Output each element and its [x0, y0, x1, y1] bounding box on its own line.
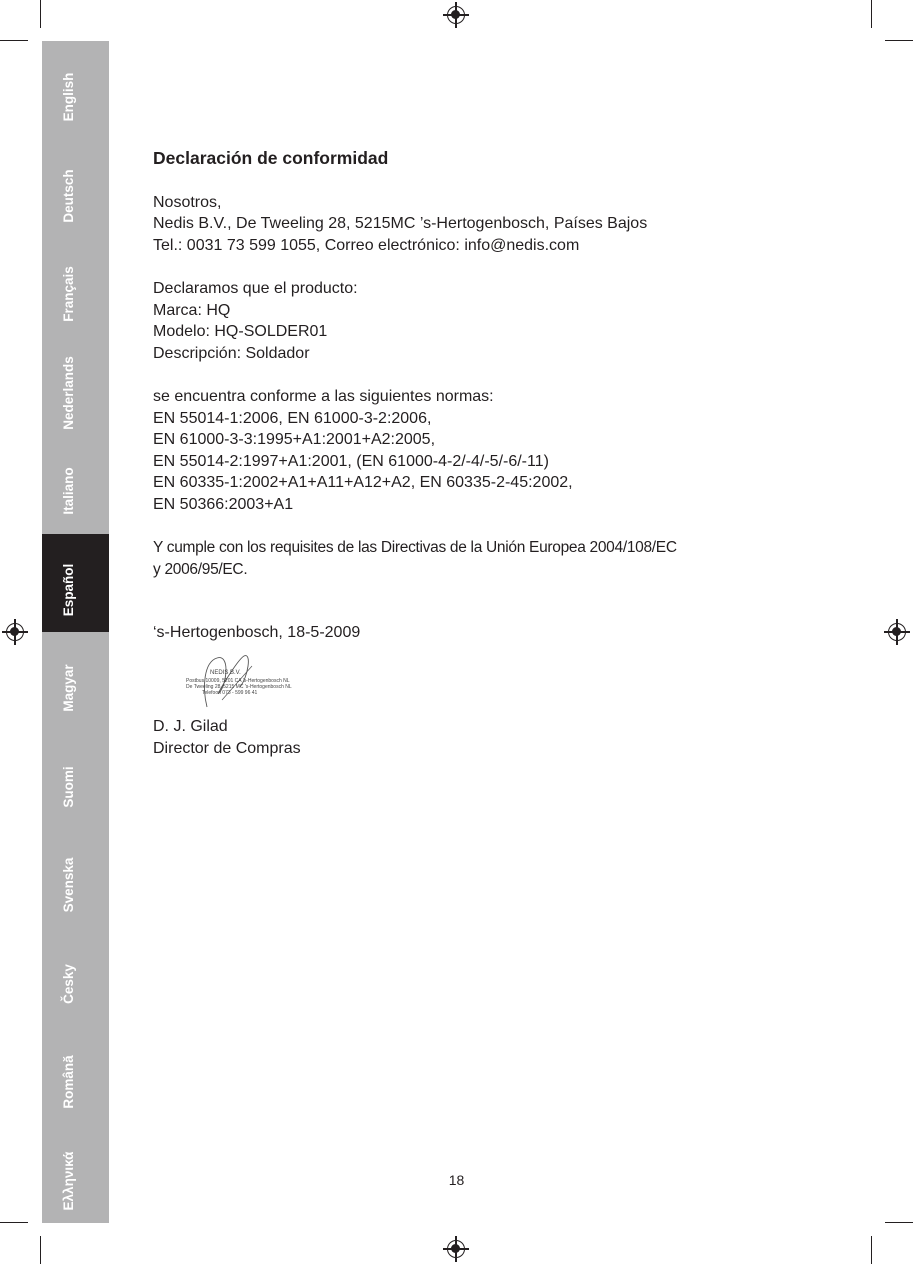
stamp-line: De Tweeling 28, 5215 MC 's-Hertogenbosch NL — [186, 684, 292, 690]
tab-label: English — [61, 72, 76, 122]
tab-label: Deutsch — [61, 168, 76, 223]
product-block — [153, 278, 793, 364]
crop-mark — [0, 1222, 28, 1223]
standards-block — [153, 386, 793, 515]
text-line: Nosotros, — [153, 193, 222, 211]
registration-mark-icon — [447, 1240, 465, 1258]
text-line: Nedis B.V., De Tweeling 28, 5215MC ’s-Hertogenbosch, Países Bajos — [153, 215, 648, 232]
tab-svenska[interactable] — [42, 829, 109, 928]
tab-nederlands[interactable] — [42, 337, 109, 436]
tab-label: Magyar — [61, 664, 76, 712]
tab-label: Français — [61, 266, 76, 322]
tab-label: Česky — [61, 963, 76, 1004]
crop-mark — [885, 40, 913, 41]
crop-mark — [40, 1236, 41, 1264]
signer-title: Director de Compras — [153, 739, 301, 757]
signer-block — [153, 716, 301, 759]
text-line: y 2006/95/EC. — [153, 560, 248, 578]
place-date: ‘s-Hertogenbosch, 18-5-2009 — [153, 624, 361, 641]
tab-label: Ελληνικά — [61, 1151, 76, 1210]
page-number: 18 — [448, 1172, 465, 1188]
tab-english[interactable] — [42, 41, 109, 140]
page-title: Declaración de conformidad — [153, 148, 389, 168]
crop-mark — [40, 0, 41, 28]
text-line: Modelo: HQ-SOLDER01 — [153, 323, 328, 340]
text-line: EN 55014-1:2006, EN 61000-3-2:2006, — [153, 409, 432, 427]
tab-romana[interactable] — [42, 1026, 109, 1125]
stamp-line: Telefoon 073 - 599 96 41 — [202, 690, 258, 696]
tab-espanol[interactable] — [42, 534, 109, 633]
registration-mark-icon — [6, 623, 24, 641]
tab-label: Română — [61, 1055, 76, 1109]
registration-mark-icon — [447, 6, 465, 24]
registration-mark-icon — [888, 623, 906, 641]
language-tabs — [42, 41, 109, 1223]
tab-label: Nederlands — [61, 355, 76, 430]
directives-block — [153, 537, 793, 580]
tab-cesky[interactable] — [42, 928, 109, 1027]
signature-stamp — [182, 652, 292, 712]
tab-magyar[interactable] — [42, 632, 109, 731]
text-line: EN 55014-2:1997+A1:2001, (EN 61000-4-2/-4/-5/-6/-11) — [153, 452, 549, 470]
tab-label: Svenska — [61, 857, 76, 913]
text-line: Tel.: 0031 73 599 1055, Correo electrónico: info@nedis.com — [153, 236, 580, 254]
text-line: EN 50366:2003+A1 — [153, 495, 294, 513]
text-line: EN 60335-1:2002+A1+A11+A12+A2, EN 60335-2-45:2002, — [153, 474, 573, 491]
crop-mark — [871, 0, 872, 28]
crop-mark — [885, 1222, 913, 1223]
tab-suomi[interactable] — [42, 731, 109, 830]
text-line: Marca: HQ — [153, 301, 231, 319]
text-line: EN 61000-3-3:1995+A1:2001+A2:2005, — [153, 431, 436, 448]
tab-label: Italiano — [61, 467, 76, 515]
stamp-line: NEDIS B.V. — [210, 670, 241, 676]
text-line: Y cumple con los requisites de las Directivas de la Unión Europea 2004/108/EC — [153, 539, 677, 556]
signer-name: D. J. Gilad — [153, 718, 228, 735]
tab-label: Español — [61, 563, 76, 616]
tab-francais[interactable] — [42, 238, 109, 337]
text-line: se encuentra conforme a las siguientes normas: — [153, 388, 494, 405]
declaration-body — [153, 148, 793, 602]
tab-label: Suomi — [61, 765, 76, 808]
tab-italiano[interactable] — [42, 435, 109, 534]
crop-mark — [871, 1236, 872, 1264]
text-line: Declaramos que el producto: — [153, 280, 358, 297]
crop-mark — [0, 40, 28, 41]
text-line: Descripción: Soldador — [153, 344, 310, 362]
stamp-line: Postbus 10009, 5201 CA 's-Hertogenbosch NL — [186, 678, 290, 684]
manufacturer-block — [153, 192, 793, 257]
tab-deutsch[interactable] — [42, 140, 109, 239]
